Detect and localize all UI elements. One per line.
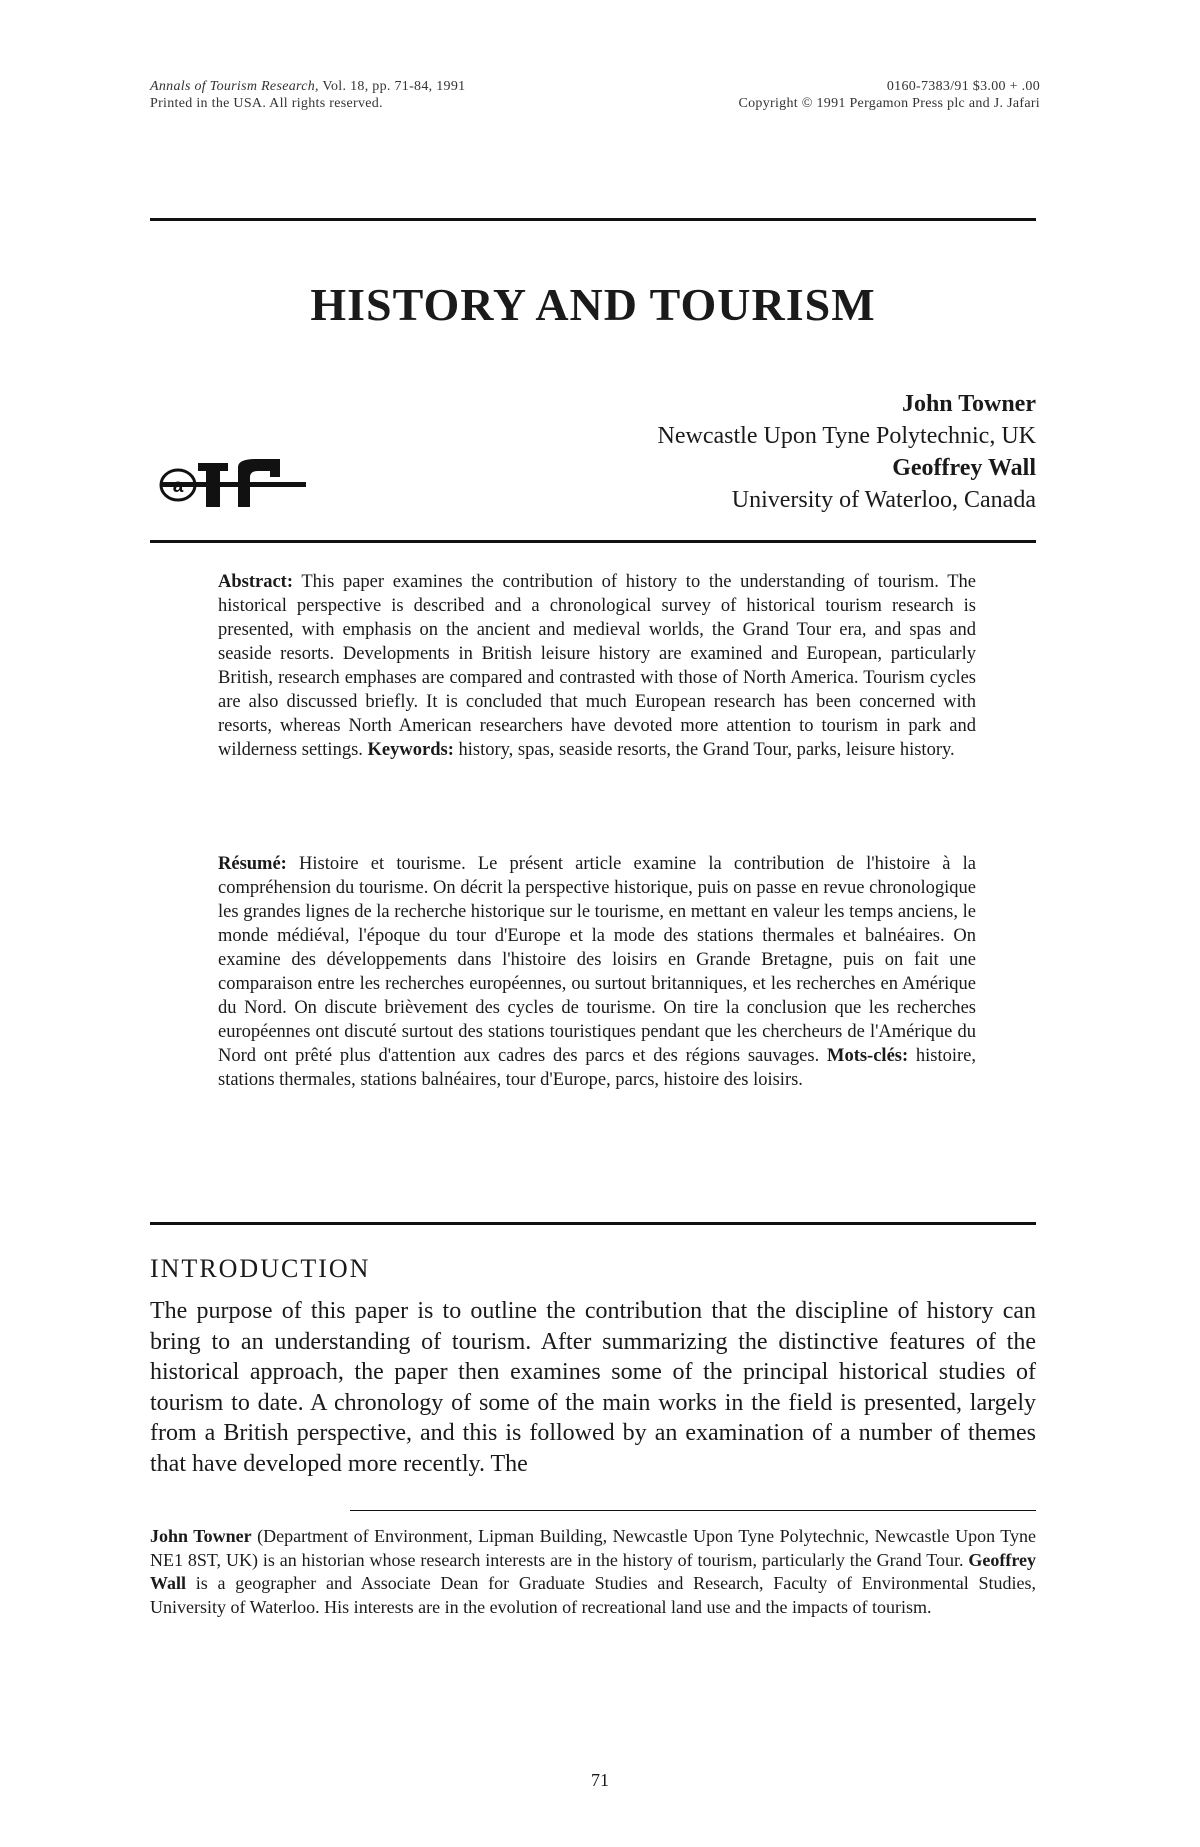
top-rule (150, 218, 1036, 221)
abstract (218, 570, 976, 762)
keywords-text: history, spas, seaside resorts, the Grand Tour, parks, leisure history. (458, 740, 955, 760)
print-notice: Printed in the USA. All rights reserved. (150, 96, 383, 111)
author-affiliation: University of Waterloo, Canada (731, 487, 1036, 513)
footnote-author-name: Geoffrey Wall (150, 1549, 1037, 1593)
author-name: John Towner (901, 391, 1036, 417)
abstract-bottom-rule (150, 1222, 1036, 1225)
resume (218, 852, 976, 1092)
copyright-line: Copyright © 1991 Pergamon Press plc and J. Jafari (738, 96, 1040, 111)
journal-volume: , Vol. 18, pp. 71-84, 1991 (315, 79, 466, 94)
author-affiliation: Newcastle Upon Tyne Polytechnic, UK (657, 423, 1036, 449)
paper-title: HISTORY AND TOURISM (310, 279, 876, 330)
author-name: Geoffrey Wall (892, 455, 1036, 481)
mots-cles-label: Mots-clés: (826, 1046, 909, 1066)
abstract-label: Abstract: (218, 572, 294, 592)
keywords-label: Keywords: (367, 740, 454, 760)
issn-price: 0160-7383/91 $3.00 + .00 (886, 79, 1040, 94)
page-number: 71 (591, 1770, 609, 1790)
abstract-top-rule (150, 540, 1036, 543)
journal-citation (150, 78, 465, 112)
footnote-rule (350, 1510, 1036, 1511)
introduction-paragraph: The purpose of this paper is to outline the contribution that the discipline of history can bring to an understanding of tourism. After summarizing the distinctive features of the historical approach, the paper then examines some of the principal historical studies of tourism to date. A chronology of some of the main works in the field is presented, largely from a British perspective, and this is followed by an examination of a number of themes that have developed more recently. The (150, 1298, 1036, 1477)
footnote-author-bio: (Department of Environment, Lipman Building, Newcastle Upon Tyne Polytechnic, Newcastle Upon Tyne NE1 8ST, UK) is an historian whose research interests are in the history of tourism, particularly the Grand Tour. (150, 1526, 1036, 1570)
resume-text: Histoire et tourisme. Le présent article examine la contribution de l'histoire à la compréhension du tourisme. On décrit la perspective historique, puis on passe en revue chronologique les grandes lignes de la recherche historique sur le tourisme, en mettant en valeur les temps anciens, le monde médiéval, l'époque du tour d'Europe et la mode des stations thermales et balnéaires. On examine des développements dans l'histoire des loisirs en Grande Bretagne, puis on fait une comparaison entre les recherches européennes, ou surtout britanniques, et les recherches en Amérique du Nord. On discute brièvement des cycles de tourisme. On tire la conclusion que les recherches européennes ont discuté surtout des stations touristiques pendant que les chercheurs de l'Amérique du Nord ont prêté plus d'attention aux cadres des parcs et des régions sauvages. (218, 854, 977, 1066)
author-block (658, 388, 1036, 516)
journal-logo-icon (158, 455, 308, 507)
footnote-author-name: John Towner (150, 1526, 252, 1546)
resume-label: Résumé: (218, 854, 287, 874)
journal-name: Annals of Tourism Research (150, 79, 316, 94)
copyright-info (738, 78, 1040, 112)
author-footnote (150, 1525, 1036, 1619)
section-heading: INTRODUCTION (150, 1254, 371, 1283)
footnote-author-bio: is a geographer and Associate Dean for Graduate Studies and Research, Faculty of Environmental Studies, University of Waterloo. His interests are in the evolution of recreational land use and the impacts of tourism. (150, 1573, 1036, 1617)
mots-cles-text: histoire, stations thermales, stations balnéaires, tour d'Europe, parcs, histoire des loisirs. (218, 1046, 977, 1090)
abstract-text: This paper examines the contribution of history to the understanding of tourism. The historical perspective is described and a chronological survey of historical tourism research is presented, with emphasis on the ancient and medieval worlds, the Grand Tour era, and spas and seaside resorts. Developments in British leisure history are examined and European, particularly British, research emphases are compared and contrasted with those of North America. Tourism cycles are also discussed briefly. It is concluded that much European research has been concerned with resorts, whereas North American researchers have devoted more attention to tourism in park and wilderness settings. (218, 572, 977, 760)
